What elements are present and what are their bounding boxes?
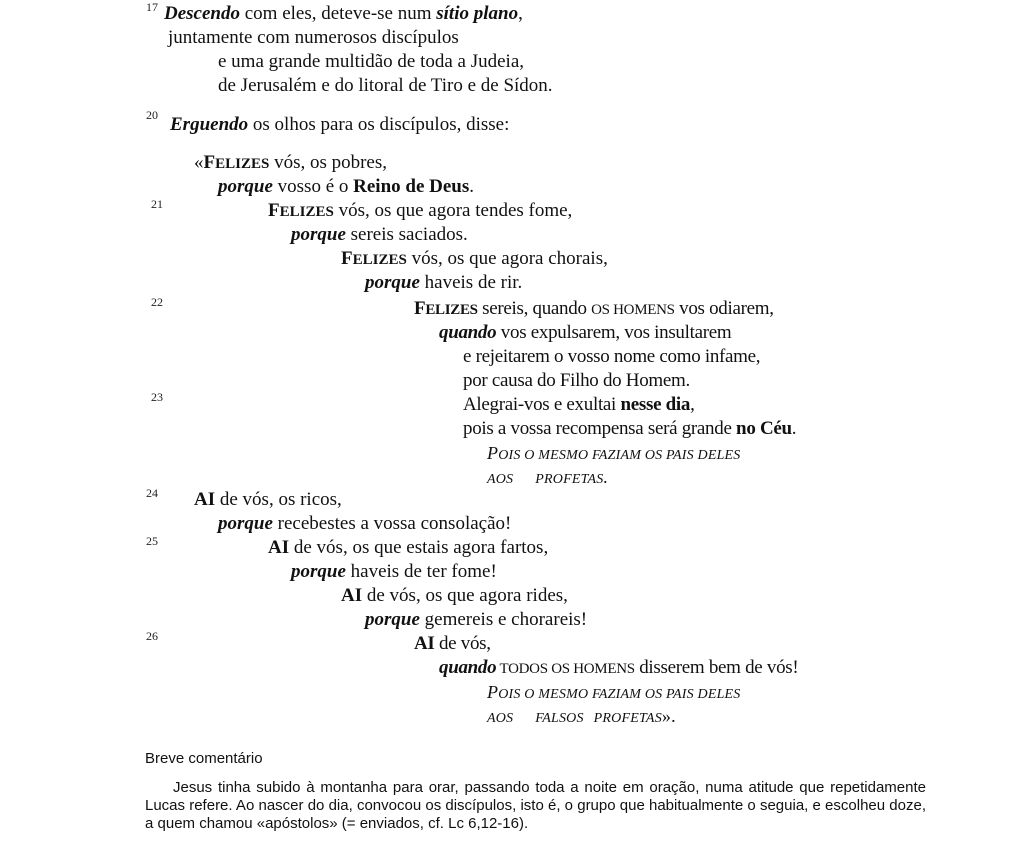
- bold-text: Reino de Deus: [353, 176, 470, 197]
- emphasis: porque: [365, 609, 420, 630]
- woe-1-line-b: [218, 512, 511, 536]
- text: .: [791, 418, 797, 439]
- keyword: AI: [341, 585, 363, 606]
- text: vosso é o: [272, 176, 354, 197]
- woe-4-line-c: [487, 680, 741, 707]
- small-caps-text: TODOS OS HOMENS: [496, 661, 635, 677]
- keyword-initial: F: [341, 248, 353, 269]
- text: vos expulsarem, vos insultarem: [496, 322, 732, 343]
- intro-line-2: juntamente com numerosos discípulos: [168, 27, 459, 48]
- text: haveis de rir.: [419, 272, 523, 293]
- small-caps-text: FALSOS: [535, 711, 584, 726]
- keyword: AI: [194, 489, 216, 510]
- text: de vós,: [434, 633, 491, 654]
- woe-3-line-b: [365, 608, 587, 632]
- text: vós, os pobres,: [269, 152, 388, 173]
- small-caps-text: OS HOMENS: [591, 302, 675, 318]
- bold-text: nesse dia: [620, 394, 691, 415]
- small-caps-text: OIS O MESMO FAZIAM OS PAIS DELES: [498, 448, 741, 463]
- keyword-rest: ELIZES: [352, 252, 407, 268]
- text: sereis saciados.: [345, 224, 468, 245]
- small-caps-text: OIS O MESMO FAZIAM OS PAIS DELES: [498, 687, 741, 702]
- keyword-initial: F: [414, 298, 426, 319]
- text: recebestes a vossa consolação!: [272, 513, 512, 534]
- beatitude-4-line-b: [439, 321, 731, 345]
- woe-4-line-d: [487, 704, 676, 731]
- woe-4-line-b: [439, 656, 798, 681]
- text: os olhos para os discípulos, disse:: [248, 114, 510, 135]
- woe-4-line-a: [414, 632, 491, 656]
- text: haveis de ter fome!: [345, 561, 497, 582]
- text: Alegrai-vos e exultai: [463, 394, 621, 415]
- text: de vós, os que agora rides,: [362, 585, 568, 606]
- text: gemereis e chorareis!: [419, 609, 588, 630]
- emphasis: porque: [218, 513, 273, 534]
- emphasis: porque: [291, 224, 346, 245]
- intro-line-5: [170, 113, 509, 137]
- text: sereis, quando: [477, 298, 592, 319]
- text: ,: [518, 3, 523, 24]
- beatitude-3-line-b: [365, 271, 522, 295]
- beatitude-2-line-b: [291, 223, 468, 247]
- open-quote: «: [194, 152, 204, 173]
- text: vós, os que agora tendes fome,: [333, 200, 573, 221]
- woe-2-line-b: [291, 560, 497, 584]
- emphasis: porque: [291, 561, 346, 582]
- punctuation: .: [603, 467, 609, 487]
- bold-text: no Céu: [736, 418, 792, 439]
- beatitude-4-line-h: [487, 465, 608, 492]
- intro-line-4: de Jerusalém e do litoral de Tiro e de Sídon.: [218, 75, 553, 96]
- text: pois a vossa recompensa será grande: [463, 418, 737, 439]
- text: com eles, deteve-se num: [239, 3, 437, 24]
- keyword-initial: F: [268, 200, 280, 221]
- text: vós, os que agora chorais,: [406, 248, 608, 269]
- text: ,: [690, 394, 695, 415]
- comment-title: Breve comentário: [145, 750, 263, 767]
- beatitude-2-line-a: [268, 199, 572, 224]
- woe-2-line-a: [268, 536, 548, 560]
- verse-number: 21: [151, 197, 163, 211]
- keyword-rest: ELIZES: [215, 156, 270, 172]
- text: vos odiarem,: [674, 298, 774, 319]
- comment-body: Jesus tinha subido à montanha para orar, passando toda a noite em oração, numa atitude que repetidamente Lucas refere. Ao nascer do dia, convocou os discípulos, isto é, o grupo que habitualmente o seguia, e escolheu doze, a quem chamou «apóstolos» (= enviados, cf. Lc 6,12-16).: [145, 779, 926, 832]
- small-caps-initial: P: [487, 682, 499, 702]
- small-caps-text: PROFETAS: [593, 711, 662, 726]
- beatitude-4-line-a: [414, 297, 774, 322]
- beatitude-4-line-c: e rejeitarem o vosso nome como infame,: [463, 346, 761, 367]
- small-caps-text: PROFETAS: [535, 472, 604, 487]
- woe-3-line-a: [341, 584, 568, 608]
- beatitude-4-line-d: por causa do Filho do Homem.: [463, 370, 690, 391]
- text: de vós, os ricos,: [215, 489, 342, 510]
- small-caps-text: AOS: [487, 472, 514, 487]
- text: de vós, os que estais agora fartos,: [289, 537, 549, 558]
- woe-1-line-a: [194, 488, 342, 512]
- verse-number: 24: [146, 486, 158, 500]
- beatitude-1-line-a: [194, 151, 387, 176]
- keyword: AI: [268, 537, 290, 558]
- emphasis: quando: [439, 322, 497, 343]
- verse-number: 25: [146, 534, 158, 548]
- verse-number: 23: [151, 390, 163, 404]
- emphasis: Descendo: [164, 3, 240, 24]
- intro-line-1: [164, 2, 523, 26]
- small-caps-text: AOS: [487, 711, 514, 726]
- verse-number: 26: [146, 629, 158, 643]
- keyword-initial: F: [203, 152, 216, 173]
- beatitude-4-line-e: [463, 393, 695, 417]
- emphasis: porque: [365, 272, 420, 293]
- intro-line-3: e uma grande multidão de toda a Judeia,: [218, 51, 525, 72]
- beatitude-3-line-a: [341, 247, 608, 272]
- verse-number: 22: [151, 295, 163, 309]
- verse-number: 17: [146, 0, 158, 14]
- keyword: AI: [414, 633, 435, 654]
- verse-number: 20: [146, 108, 158, 122]
- text: .: [469, 176, 475, 197]
- emphasis: sítio plano: [436, 3, 519, 24]
- keyword-rest: ELIZES: [425, 302, 478, 318]
- punctuation: ».: [661, 706, 676, 726]
- keyword-rest: ELIZES: [279, 204, 334, 220]
- emphasis: quando: [439, 657, 497, 678]
- emphasis: porque: [218, 176, 273, 197]
- beatitude-4-line-g: [487, 441, 741, 468]
- small-caps-initial: P: [487, 443, 499, 463]
- beatitude-4-line-f: [463, 417, 796, 441]
- beatitude-1-line-b: [218, 175, 474, 199]
- text: disserem bem de vós!: [634, 657, 799, 678]
- emphasis: Erguendo: [170, 114, 249, 135]
